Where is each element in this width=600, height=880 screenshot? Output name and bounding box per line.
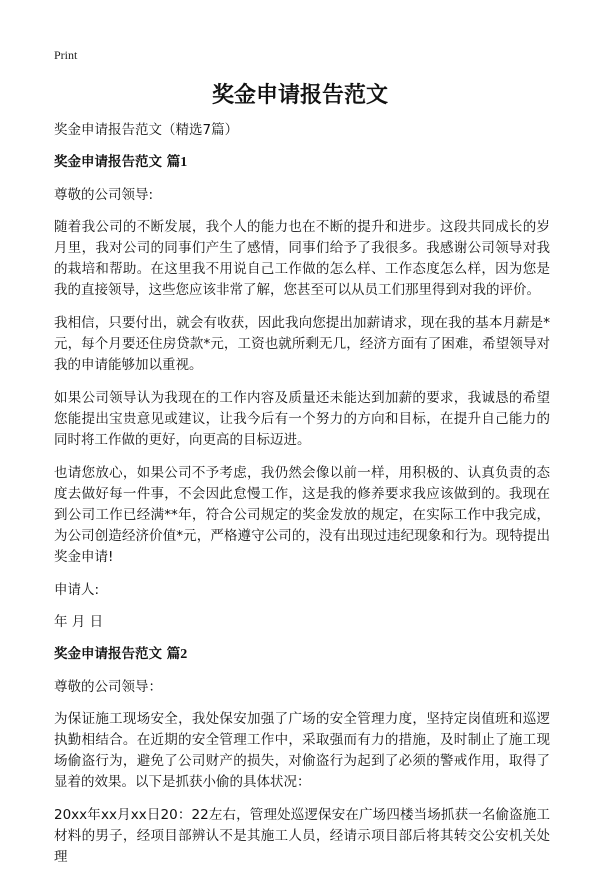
- document-body: [54, 120, 550, 880]
- section-2-paragraph: 20xx年xx月xx日20：22左右，管理处巡逻保安在广场四楼当场抓获一名偷盗施工材料的男子，经项目部辨认不是其施工人员，经请示项目部后将其转交公安机关处理: [54, 807, 550, 865]
- section-1-paragraph: 如果公司领导认为我现在的工作内容及质量还未能达到加薪的要求，我诚恳的希望您能提出宝贵意见或建议，让我今后有一个努力的方向和目标，在提升自己能力的同时将工作做的更好，向更高的目标迈进。: [54, 390, 550, 448]
- date-label: 年 月 日: [54, 614, 104, 630]
- section-2-heading-text: 奖金申请报告范文 篇: [54, 646, 181, 662]
- section-1-paragraph: 我相信，只要付出，就会有收获，因此我向您提出加薪请求，现在我的基本月薪是*元，每个月要还住房贷款*元，工资也就所剩无几，经济方面有了困难，希望领导对我的申请能够加以重视。: [54, 315, 550, 373]
- print-label: Print: [54, 48, 78, 62]
- section-2-heading-number: 2: [180, 647, 188, 662]
- applicant-label: 申请人:: [54, 582, 100, 598]
- section-2-paragraph: 为保证施工现场安全，我处保安加强了广场的安全管理力度，坚持定岗值班和巡逻执勤相结合。在近期的安全管理工作中，采取强而有力的措施，及时制止了施工现场偷盗行为，避免了公司财产的损失，对偷盗行为起到了必须的警戒作用，取得了显着的效果。以下是抓获小偷的具体状况：: [54, 711, 550, 790]
- section-1-paragraph: 随着我公司的不断发展，我个人的能力也在不断的提升和进步。这段共同成长的岁月里，我对公司的同事们产生了感情，同事们给予了我很多。我感谢公司领导对我的栽培和帮助。在这里我不用说自己工作做的怎么样、工作态度怎么样，因为您是我的直接领导，这些您应该非常了解，您甚至可以从员工们那里得到对我的评价。: [54, 219, 550, 298]
- section-2-heading: [54, 644, 550, 665]
- document-title: 奖金申请报告范文: [211, 83, 388, 108]
- document-subtitle: 奖金申请报告范文（精选7篇）: [54, 122, 239, 138]
- section-1-paragraph: 也请您放心，如果公司不予考虑，我仍然会像以前一样，用积极的、认真负责的态度去做好每一件事，不会因此怠慢工作，这是我的修养要求我应该做到的。我现在到公司工作已经满**年，符合公司规定的奖金发放的规定，在实际工作中我完成，为公司创造经济价值*元，严格遵守公司的，没有出现过违纪现象和行为。现特提出奖金申请!: [54, 465, 550, 565]
- section-1-heading: [54, 152, 550, 173]
- section-1-salutation: 尊敬的公司领导:: [54, 187, 154, 203]
- section-1-heading-number: 1: [180, 155, 188, 170]
- section-1-heading-text: 奖金申请报告范文 篇: [54, 154, 181, 170]
- section-2-salutation: 尊敬的公司领导：: [54, 679, 162, 695]
